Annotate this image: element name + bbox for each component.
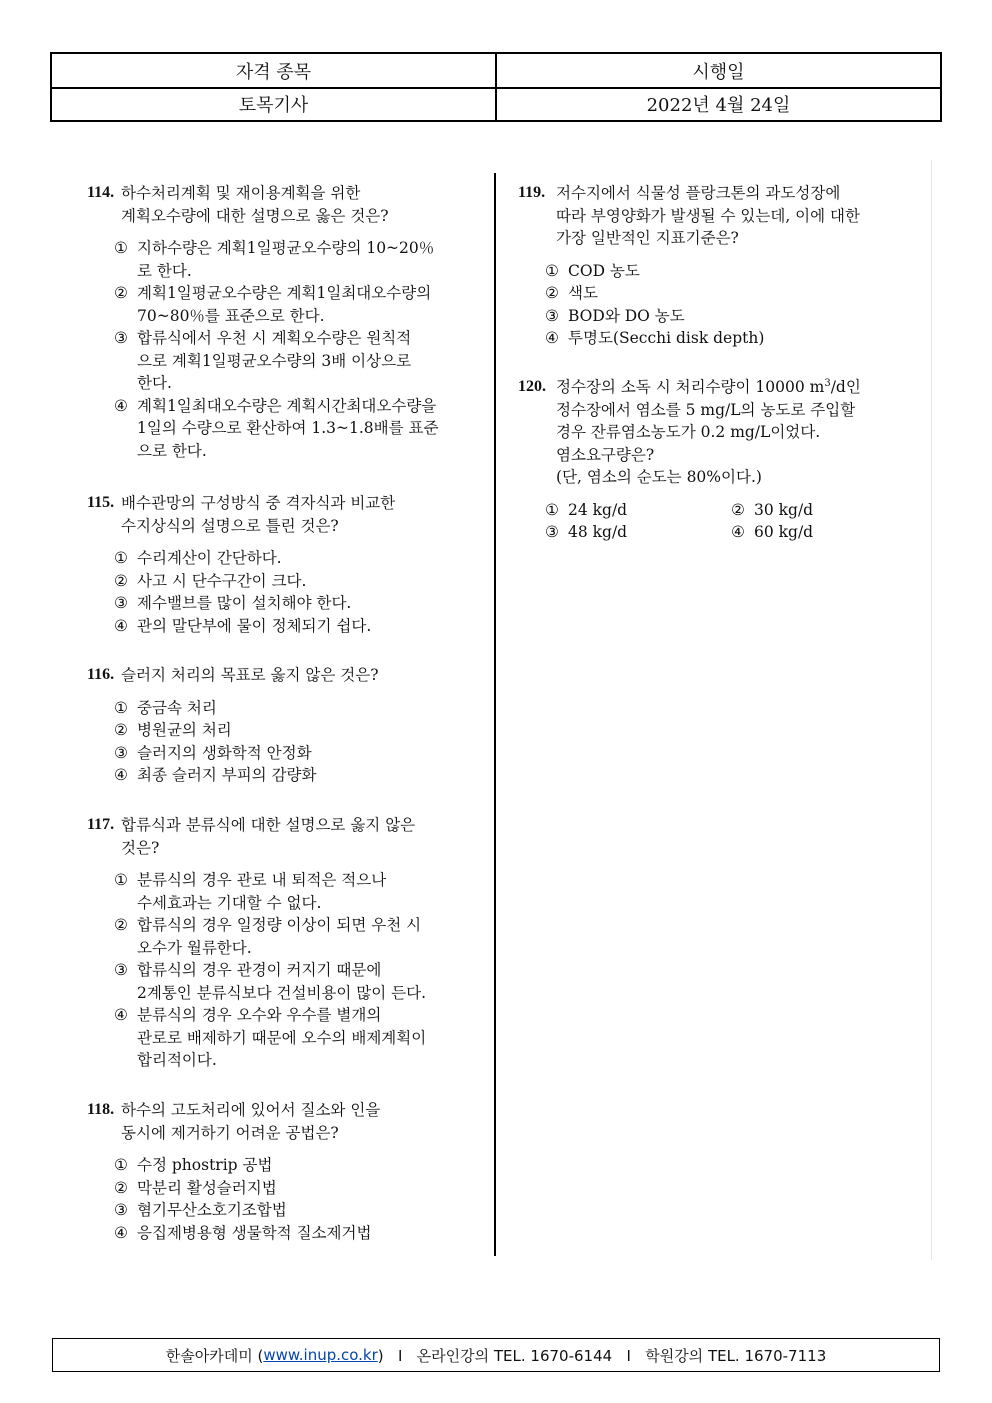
stem-line: 슬러지 처리의 목표로 옳지 않은 것은? xyxy=(121,666,379,684)
option-text: 60 kg/d xyxy=(754,523,814,541)
option-text: 중금속 처리 xyxy=(137,698,217,717)
question-number: 116. xyxy=(87,666,115,683)
stem-line: 하수처리계획 및 재이용계획을 위한 xyxy=(121,184,361,202)
option-marker: ② xyxy=(731,500,745,519)
option-marker: ① xyxy=(114,871,128,889)
option-3 xyxy=(114,742,482,765)
option-2 xyxy=(545,282,918,305)
option-1 xyxy=(114,697,482,720)
option-1 xyxy=(114,869,482,914)
column-divider xyxy=(494,173,496,1256)
question-115 xyxy=(87,492,482,637)
option-text: 지하수량은 계획1일평균오수량의 10~20％ xyxy=(137,239,435,257)
option-text: 계획1일평균오수량은 계획1일최대오수량의 xyxy=(137,284,432,302)
stem-line: 합류식과 분류식에 대한 설명으로 옳지 않은 xyxy=(121,816,416,834)
option-text: 합리적이다. xyxy=(137,1051,217,1069)
page-edge-line xyxy=(931,160,932,1260)
option-marker: ③ xyxy=(114,594,128,612)
website-link[interactable]: www.inup.co.kr xyxy=(263,1346,378,1364)
option-marker: ③ xyxy=(545,523,559,541)
stem-line: 것은? xyxy=(121,838,160,857)
question-number: 114. xyxy=(87,184,115,201)
question-114 xyxy=(87,182,482,462)
option-marker: ④ xyxy=(545,329,559,347)
option-3 xyxy=(545,521,731,544)
option-1 xyxy=(114,1154,482,1177)
stem-line: 계획오수량에 대한 설명으로 옳은 것은? xyxy=(121,206,389,225)
option-text: 으로 계획1일평균오수량의 3배 이상으로 xyxy=(137,351,412,370)
option-3 xyxy=(114,592,482,615)
subject-value: 토목기사 xyxy=(52,87,497,120)
option-4 xyxy=(731,521,911,544)
question-number: 118. xyxy=(87,1101,115,1118)
option-list xyxy=(87,697,482,787)
option-marker: ② xyxy=(114,571,128,590)
exam-header-table xyxy=(50,52,942,122)
option-marker: ④ xyxy=(114,1223,128,1242)
option-text: 최종 슬러지 부피의 감량화 xyxy=(137,766,317,784)
option-text: 합류식에서 우천 시 계획오수량은 원칙적 xyxy=(137,329,412,347)
option-text: 혐기무산소호기조합법 xyxy=(137,1201,287,1219)
option-text: 70~80％를 표준으로 한다. xyxy=(137,306,325,325)
option-marker: ③ xyxy=(114,1201,128,1219)
option-marker: ① xyxy=(545,500,559,519)
option-text: 수리계산이 간단하다. xyxy=(137,549,282,567)
option-1 xyxy=(545,499,731,522)
option-marker: ③ xyxy=(545,306,559,325)
stem-text: /d인 xyxy=(830,378,861,396)
question-number: 115. xyxy=(87,494,115,511)
subject-title: 자격 종목 xyxy=(52,54,497,87)
question-number: 120. xyxy=(518,378,546,395)
option-3 xyxy=(114,1199,482,1222)
question-stem xyxy=(87,182,482,227)
option-marker: ④ xyxy=(114,396,128,415)
option-marker: ① xyxy=(114,1156,128,1174)
option-marker: ① xyxy=(114,549,128,567)
stem-line: 염소요구량은? xyxy=(556,445,655,464)
option-3 xyxy=(114,327,482,395)
stem-line: 동시에 제거하기 어려운 공법은? xyxy=(121,1123,339,1142)
question-stem xyxy=(87,1099,482,1144)
stem-line: 경우 잔류염소농도가 0.2 mg/L이었다. xyxy=(556,423,821,441)
option-text: 48 kg/d xyxy=(568,523,628,541)
stem-line: 따라 부영양화가 발생될 수 있는데, 이에 대한 xyxy=(556,206,861,225)
option-1 xyxy=(114,237,482,282)
option-marker: ① xyxy=(114,698,128,717)
option-marker: ① xyxy=(545,261,559,280)
option-marker: ② xyxy=(114,284,128,302)
question-118 xyxy=(87,1099,482,1244)
option-1 xyxy=(114,547,482,570)
option-text: 으로 한다. xyxy=(137,441,207,460)
option-list xyxy=(87,547,482,637)
option-text: 한다. xyxy=(137,374,172,392)
option-4 xyxy=(114,1222,482,1245)
stem-line: 배수관망의 구성방식 중 격자식과 비교한 xyxy=(121,494,396,512)
option-text: 계획1일최대오수량은 계획시간최대오수량을 xyxy=(137,396,437,415)
option-marker: ④ xyxy=(114,616,128,635)
contact-info: ) I 온라인강의 TEL. 1670-6144 I 학원강의 TEL. 1670-7113 xyxy=(377,1346,827,1365)
option-text: 병원균의 처리 xyxy=(137,721,232,739)
option-text: 오수가 월류한다. xyxy=(137,938,252,957)
option-marker: ② xyxy=(114,1178,128,1197)
option-2 xyxy=(114,1177,482,1200)
option-text: 슬러지의 생화학적 안정화 xyxy=(137,743,312,762)
question-116 xyxy=(87,664,482,787)
question-119 xyxy=(518,182,918,350)
option-text: 제수밸브를 많이 설치해야 한다. xyxy=(137,594,352,612)
question-stem xyxy=(87,814,482,859)
question-stem xyxy=(518,182,918,250)
question-117 xyxy=(87,814,482,1072)
question-stem xyxy=(87,664,482,687)
academy-name: 한솔아카데미 ( xyxy=(165,1346,264,1365)
option-marker: ② xyxy=(114,916,128,934)
footer-bar xyxy=(52,1338,940,1372)
option-text: 관의 말단부에 물이 정체되기 쉽다. xyxy=(137,616,372,635)
stem-text: 정수장의 소독 시 처리수량이 10000 m xyxy=(556,378,825,396)
header-row-values xyxy=(52,87,940,120)
option-text: 투명도(Secchi disk depth) xyxy=(568,329,765,347)
superscript: 3 xyxy=(824,377,831,389)
option-text: 합류식의 경우 일정량 이상이 되면 우천 시 xyxy=(137,916,422,934)
option-text: 2계통인 분류식보다 건설비용이 많이 든다. xyxy=(137,983,427,1002)
option-4 xyxy=(114,615,482,638)
option-list xyxy=(87,869,482,1072)
option-text: 관로로 배제하기 때문에 오수의 배제계획이 xyxy=(137,1028,427,1047)
option-list xyxy=(518,499,918,544)
question-number: 117. xyxy=(87,816,115,833)
option-4 xyxy=(545,327,918,350)
question-120 xyxy=(518,376,918,544)
option-marker: ④ xyxy=(731,523,745,541)
header-row-titles xyxy=(52,54,940,89)
option-text: 30 kg/d xyxy=(754,500,814,519)
option-text: COD 농도 xyxy=(568,261,640,280)
option-marker: ④ xyxy=(114,1006,128,1024)
stem-line: 정수장에서 염소를 5 mg/L의 농도로 주입할 xyxy=(556,400,856,419)
option-3 xyxy=(114,959,482,1004)
option-2 xyxy=(114,914,482,959)
date-title: 시행일 xyxy=(692,61,745,83)
option-4 xyxy=(114,395,482,463)
option-marker: ③ xyxy=(114,743,128,762)
option-text: 합류식의 경우 관경이 커지기 때문에 xyxy=(137,961,382,979)
option-marker: ③ xyxy=(114,961,128,979)
question-stem xyxy=(87,492,482,537)
stem-line xyxy=(556,376,918,399)
option-text: 막분리 활성슬러지법 xyxy=(137,1178,277,1197)
option-list xyxy=(518,260,918,350)
option-2 xyxy=(731,499,911,522)
option-text: 수세효과는 기대할 수 없다. xyxy=(137,893,322,912)
option-text: 색도 xyxy=(568,284,598,302)
option-list xyxy=(87,237,482,462)
option-text: 사고 시 단수구간이 크다. xyxy=(137,571,307,590)
option-3 xyxy=(545,305,918,328)
option-marker: ③ xyxy=(114,329,128,347)
option-marker: ② xyxy=(114,721,128,739)
option-2 xyxy=(114,282,482,327)
stem-line: (단, 염소의 순도는 80%이다.) xyxy=(556,468,762,486)
option-marker: ② xyxy=(545,284,559,302)
option-2 xyxy=(114,719,482,742)
option-text: 분류식의 경우 오수와 우수를 별개의 xyxy=(137,1006,382,1024)
option-text: 24 kg/d xyxy=(568,500,628,519)
stem-line: 하수의 고도처리에 있어서 질소와 인을 xyxy=(121,1101,381,1119)
option-1 xyxy=(545,260,918,283)
option-text: 1일의 수량으로 환산하여 1.3~1.8배를 표준 xyxy=(137,419,439,437)
option-4 xyxy=(114,1004,482,1072)
stem-line: 수지상식의 설명으로 틀린 것은? xyxy=(121,516,339,535)
option-list xyxy=(87,1154,482,1244)
question-number: 119. xyxy=(518,184,546,201)
option-2 xyxy=(114,570,482,593)
option-text: 로 한다. xyxy=(137,261,192,280)
option-text: BOD와 DO 농도 xyxy=(568,306,685,325)
option-marker: ① xyxy=(114,239,128,257)
option-text: 응집제병용형 생물학적 질소제거법 xyxy=(137,1223,372,1242)
stem-line: 가장 일반적인 지표기준은? xyxy=(556,229,739,247)
option-4 xyxy=(114,764,482,787)
stem-line: 저수지에서 식물성 플랑크톤의 과도성장에 xyxy=(556,184,841,202)
question-stem xyxy=(518,376,918,489)
date-value: 2022년 4월 24일 xyxy=(646,94,791,116)
option-text: 수정 phostrip 공법 xyxy=(137,1156,273,1174)
option-text: 분류식의 경우 관로 내 퇴적은 적으나 xyxy=(137,871,387,889)
option-marker: ④ xyxy=(114,766,128,784)
